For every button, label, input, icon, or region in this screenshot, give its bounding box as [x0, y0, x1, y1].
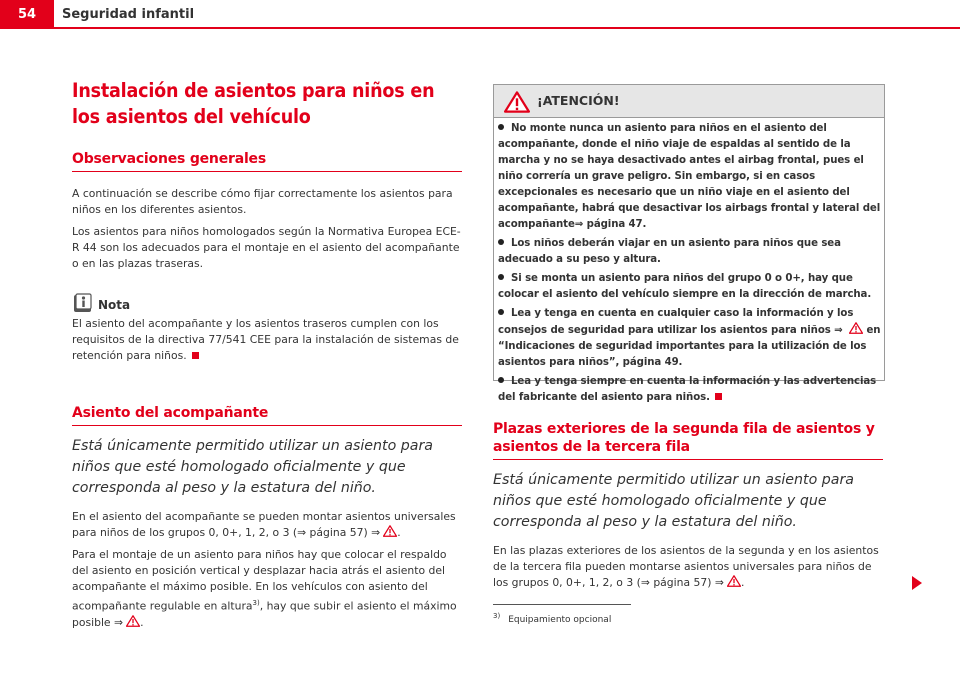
section-heading-acompanante: Asiento del acompañante: [72, 404, 462, 426]
observaciones-paragraph-1: A continuación se describe cómo fijar correctamente los asientos para niños en los diferentes asientos.: [72, 187, 453, 216]
warning-list: [498, 121, 882, 409]
note-heading: Nota: [98, 298, 131, 312]
warning-icon: [383, 525, 397, 537]
section-heading-plazas: Plazas exteriores de la segunda fila de asientos y asientos de la tercera fila: [493, 420, 883, 460]
plazas-lead: Está únicamente permitido utilizar un asiento para niños que esté homologado oficialmente y que corresponda al peso y la estatura del niño.: [493, 472, 854, 530]
info-book-icon: [72, 292, 94, 314]
section-heading-observaciones: Observaciones generales: [72, 150, 462, 172]
plazas-paragraph-1: En las plazas exteriores de los asientos de la segunda y en los asientos de la tercera fila pueden montarse asientos universales para niños de los grupos 0, 0+, 1, 2, o 3 (⇒ página 57) ⇒ .: [493, 544, 879, 589]
main-title: Instalación de asientos para niños en los asientos del vehículo: [72, 79, 435, 128]
page-header-title: Seguridad infantil: [62, 7, 195, 22]
header-divider: [54, 27, 960, 29]
right-column: [493, 420, 883, 591]
footnote-divider: [493, 604, 631, 605]
bullet-icon: [498, 309, 504, 315]
warning-item: Los niños deberán viajar en un asiento para niños que sea adecuado a su peso y altura.: [498, 238, 841, 265]
page-header: [0, 0, 960, 29]
observaciones-paragraph-2: Los asientos para niños homologados según la Normativa Europea ECE-R 44 son los adecuados para el montaje en el asiento del acompañante o en las plazas traseras.: [72, 225, 461, 270]
warning-item: Si se monta un asiento para niños del grupo 0 o 0+, hay que colocar el asiento del vehículo siempre en la dirección de marcha.: [498, 273, 872, 300]
acompanante-paragraph-1: En el asiento del acompañante se pueden montar asientos universales para niños de los grupos 0, 0+, 1, 2, o 3 (⇒ página 57) ⇒ .: [72, 510, 456, 539]
next-page-arrow-icon[interactable]: [912, 576, 922, 590]
acompanante-lead: Está únicamente permitido utilizar un asiento para niños que esté homologado oficialmente y que corresponda al peso y la estatura del niño.: [72, 438, 433, 496]
warning-icon: [849, 322, 863, 334]
bullet-icon: [498, 274, 504, 280]
note-block: [72, 292, 462, 364]
left-column: [72, 78, 462, 631]
warning-box-header: [494, 85, 884, 118]
warning-item: Lea y tenga en cuenta en cualquier caso la información y los consejos de seguridad para utilizar los asientos para niños ⇒ en “Indicaciones de seguridad importantes para la utilización de los asientos para niños”, página 49.: [498, 308, 881, 368]
footnote-ref: 3): [252, 599, 260, 607]
bullet-icon: [498, 239, 504, 245]
footnote: $^{3)}$ Equipamiento opcional: [493, 612, 612, 625]
bullet-icon: [498, 377, 504, 383]
bullet-icon: [498, 124, 504, 130]
warning-item: No monte nunca un asiento para niños en el asiento del acompañante, donde el niño viaje de espaldas al sentido de la marcha y no se haya desactivado antes el airbag frontal, pues el niño correría un grave peligro. Sin embargo, si en casos excepcionales es necesario que un niño viaje en el asiento del acompañante, habrá que desactivar los airbags frontal y lateral del acompañante⇒ página 47.: [498, 123, 881, 230]
note-text: El asiento del acompañante y los asientos traseros cumplen con los requisitos de la directiva 77/541 CEE para la instalación de sistemas de retención para niños.: [72, 317, 459, 362]
warning-triangle-icon: [504, 91, 530, 113]
page-number: 54: [0, 0, 54, 29]
end-marker: [715, 393, 722, 400]
acompanante-paragraph-2: Para el montaje de un asiento para niños hay que colocar el respaldo del asiento en posición vertical y desplazar hacia atrás el asiento del acompañante el máximo posible. En los vehículos con asiento del acompañante regulable en altura$^{3)}$, hay que subir el asiento el máximo posible ⇒ .: [72, 548, 457, 629]
warning-icon: [727, 575, 741, 587]
warning-title: ¡ATENCIÓN!: [537, 93, 620, 108]
warning-box: [493, 84, 885, 403]
end-marker: [192, 352, 199, 359]
warning-icon: [126, 615, 140, 627]
warning-item: Lea y tenga siempre en cuenta la información y las advertencias del fabricante del asiento para niños.: [498, 376, 877, 403]
